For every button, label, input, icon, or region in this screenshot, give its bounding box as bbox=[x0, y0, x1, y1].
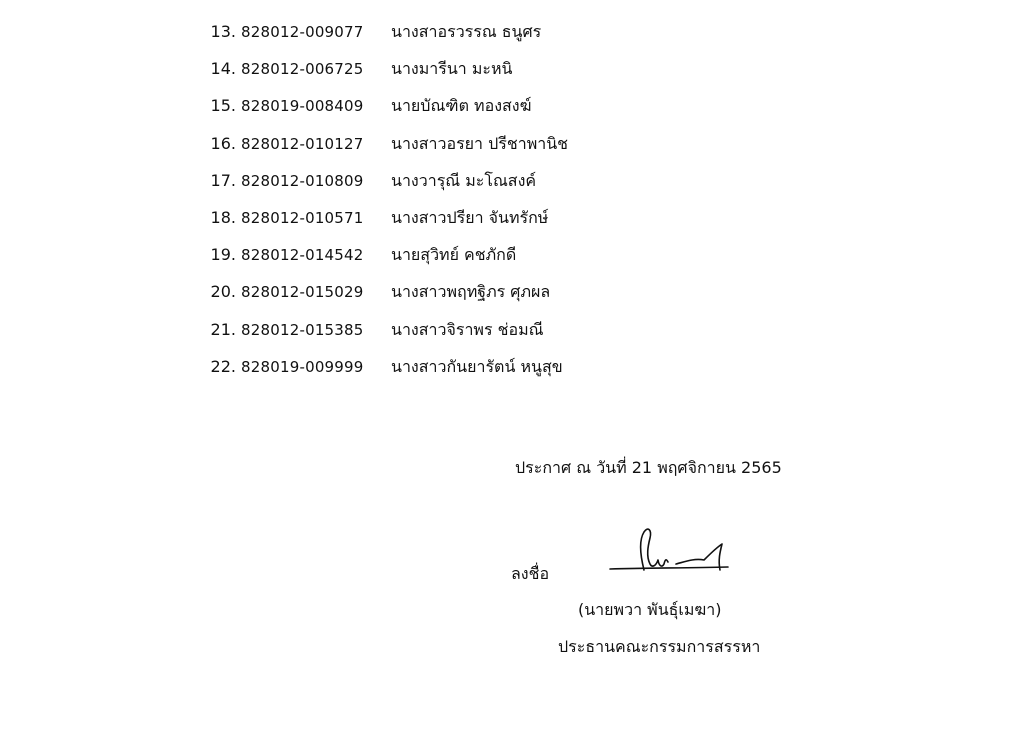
item-number: 15. bbox=[210, 96, 236, 116]
item-code: 828012-010809 bbox=[241, 171, 364, 190]
list-item bbox=[0, 92, 1024, 129]
announcement-date: ประกาศ ณ วันที่ 21 พฤศจิกายน 2565 bbox=[515, 458, 782, 477]
item-name: นางวารุณี มะโณสงค์ bbox=[391, 170, 537, 190]
item-name: นางมารีนา มะหนิ bbox=[391, 59, 513, 79]
item-number: 13. bbox=[210, 22, 236, 41]
item-code: 828019-009999 bbox=[241, 357, 364, 376]
list-item bbox=[0, 130, 1024, 167]
item-number: 14. bbox=[210, 59, 236, 79]
item-number: 18. bbox=[210, 207, 236, 227]
item-code: 828012-015385 bbox=[241, 320, 364, 339]
item-name: นางสาวปรียา จันทรักษ์ bbox=[391, 207, 549, 227]
item-name: นางสาวกันยารัตน์ หนูสุข bbox=[391, 356, 563, 376]
item-name: นายสุวิทย์ คชภักดี bbox=[391, 245, 517, 265]
item-name: นางสาอรวรรณ ธนูศร bbox=[391, 22, 542, 41]
list-item bbox=[0, 18, 1024, 55]
list-item bbox=[0, 353, 1024, 390]
signature-image bbox=[606, 524, 736, 580]
item-number: 16. bbox=[210, 133, 236, 153]
list-item bbox=[0, 241, 1024, 278]
item-code: 828012-006725 bbox=[241, 60, 364, 79]
item-name: นางสาวพฤทฐิภร ศุภผล bbox=[391, 282, 551, 302]
item-code: 828019-008409 bbox=[241, 97, 364, 116]
item-name: นางสาวอรยา ปรีชาพานิช bbox=[391, 133, 569, 153]
signer-name: (นายพวา พันธุ์เมฆา) bbox=[578, 600, 722, 619]
item-number: 22. bbox=[210, 356, 236, 376]
name-list bbox=[0, 18, 1024, 390]
list-item bbox=[0, 55, 1024, 92]
list-item bbox=[0, 278, 1024, 315]
item-code: 828012-010127 bbox=[241, 134, 364, 153]
item-number: 17. bbox=[210, 170, 236, 190]
item-number: 21. bbox=[210, 319, 236, 339]
item-code: 828012-010571 bbox=[241, 208, 364, 227]
list-item bbox=[0, 167, 1024, 204]
item-name: นางสาวจิราพร ช่อมณี bbox=[391, 319, 544, 339]
list-item bbox=[0, 204, 1024, 241]
item-code: 828012-009077 bbox=[241, 23, 364, 41]
item-name: นายบัณฑิต ทองสงฆ์ bbox=[391, 96, 532, 116]
item-number: 19. bbox=[210, 245, 236, 265]
signer-title: ประธานคณะกรรมการสรรหา bbox=[558, 637, 761, 656]
item-code: 828012-015029 bbox=[241, 283, 364, 302]
item-number: 20. bbox=[210, 282, 236, 302]
sign-label: ลงชื่อ bbox=[511, 564, 550, 583]
item-code: 828012-014542 bbox=[241, 246, 364, 265]
list-item bbox=[0, 316, 1024, 353]
